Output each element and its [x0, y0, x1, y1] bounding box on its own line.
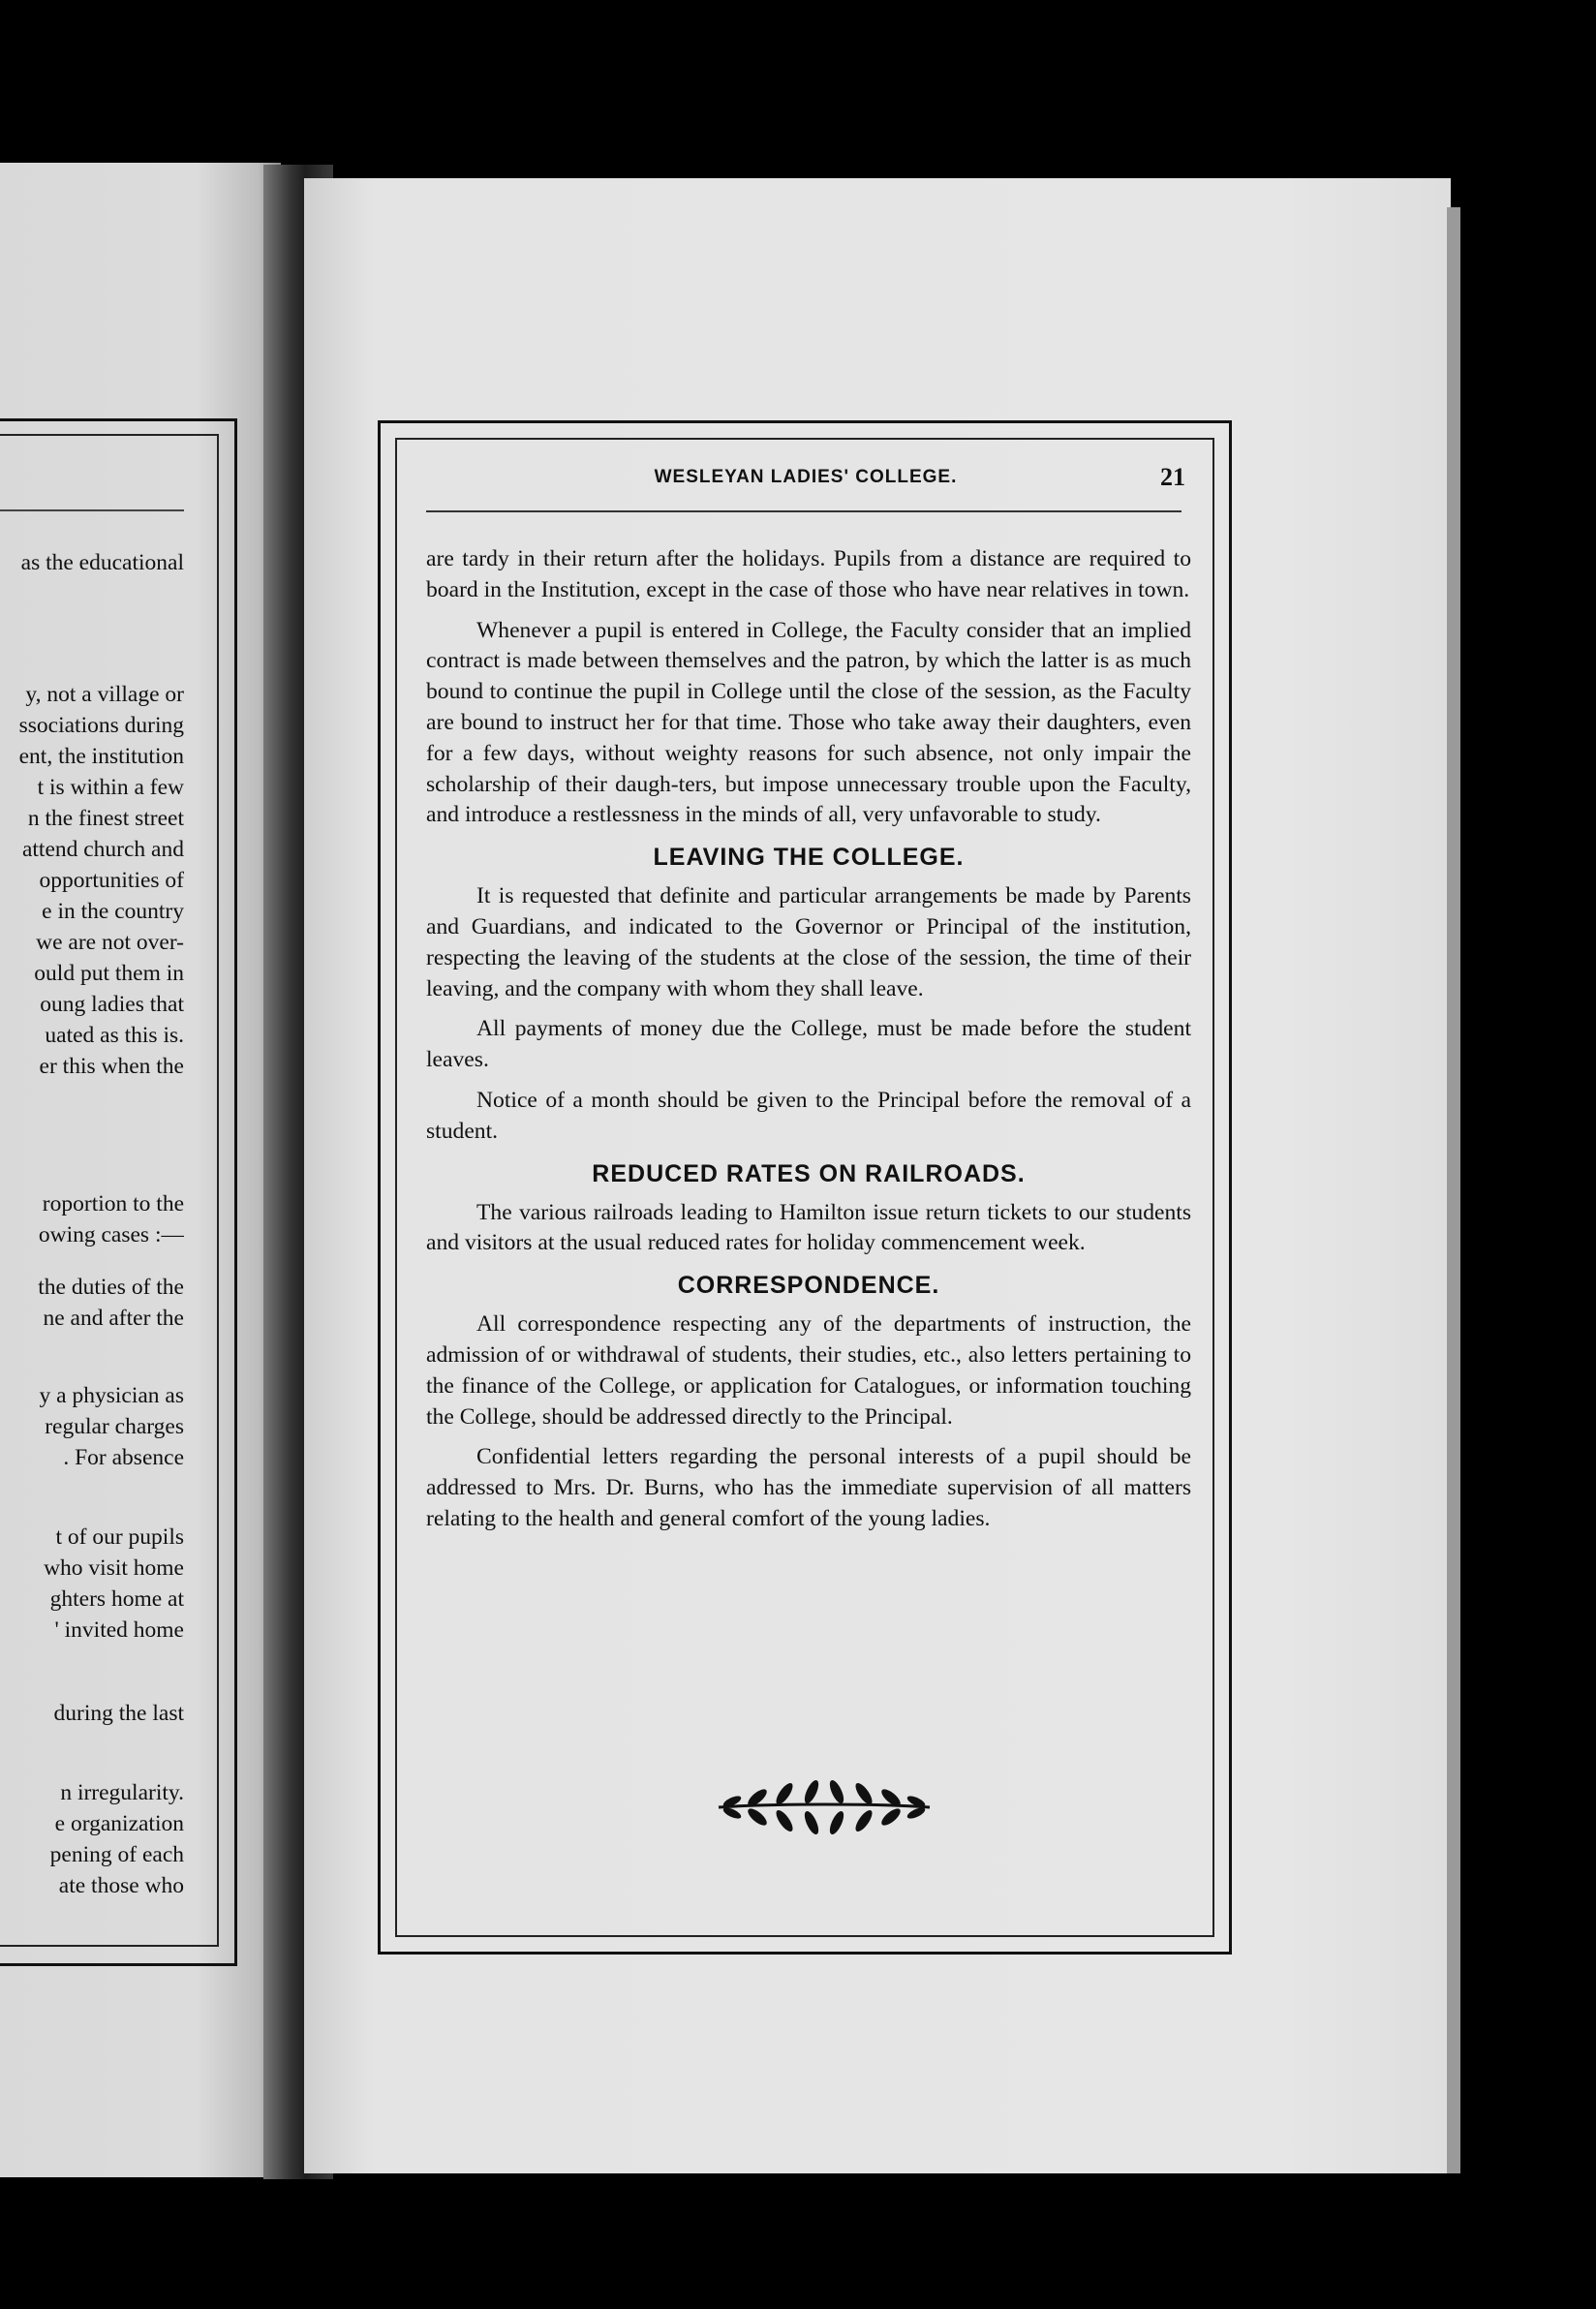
left-page-line: who visit home	[44, 1555, 184, 1581]
left-page-line: er this when the	[39, 1054, 184, 1079]
paragraph-confidential: Confidential letters regarding the personal interests of a pupil should be addressed to Mrs. Dr. Burns, who has the immediate supervision of all matters relating to the health and general comfort of the young ladies.	[426, 1444, 1191, 1531]
paragraph-payments: All payments of money due the College, must be made before the student leaves.	[426, 1016, 1191, 1073]
left-page-line: ghters home at	[49, 1586, 184, 1612]
running-title: WESLEYAN LADIES' COLLEGE.	[654, 467, 958, 487]
left-page-line: y a physician as	[39, 1383, 184, 1408]
left-page-line: oung ladies that	[40, 992, 184, 1017]
paragraph-correspondence: All correspondence respecting any of the departments of instruction, the admission of or withdrawal of students, their studies, etc., also letters pertaining to the finance of the College, or application for Catalogues, or information touching the College, should be addressed directly to the Principal.	[426, 1311, 1191, 1430]
header-rule	[426, 510, 1182, 512]
left-page-line: opportunities of	[39, 868, 184, 893]
heading-reduced-rates: REDUCED RATES ON RAILROADS.	[592, 1159, 1026, 1187]
left-page-line: we are not over-	[36, 930, 184, 955]
left-page-line: e organization	[54, 1811, 184, 1836]
left-page-line: . For absence	[63, 1445, 184, 1470]
running-head	[426, 463, 1185, 492]
left-page-header-rule	[0, 509, 184, 511]
left-page-line: regular charges	[45, 1414, 184, 1439]
paragraph-notice: Notice of a month should be given to the Principal before the removal of a student.	[426, 1087, 1191, 1144]
left-page-line: pening of each	[49, 1842, 184, 1867]
paragraph-continuation: are tardy in their return after the holidays. Pupils from a distance are required to board in the Institution, except in the case of those who have near relatives in town.	[426, 546, 1191, 602]
left-page-line: t is within a few	[37, 775, 184, 800]
leaf-sprig-ornament-icon	[715, 1778, 934, 1836]
left-page-line: owing cases :—	[38, 1222, 184, 1247]
left-page-line: n the finest street	[27, 806, 184, 831]
paragraph-railroads: The various railroads leading to Hamilton issue return tickets to our students and visitors at the usual reduced rates for holiday commencement week.	[426, 1199, 1191, 1256]
left-page-line: ate those who	[58, 1873, 184, 1898]
left-page-line: ssociations during	[18, 713, 184, 738]
left-page-line: t of our pupils	[55, 1524, 184, 1550]
heading-correspondence: CORRESPONDENCE.	[677, 1272, 940, 1300]
left-page-line: y, not a village or	[25, 682, 184, 707]
left-page-line: e in the country	[42, 899, 184, 924]
left-page-line: the duties of the	[38, 1275, 184, 1300]
left-page-line: uated as this is.	[45, 1023, 184, 1048]
left-page-line: roportion to the	[42, 1191, 184, 1216]
left-page-line: ould put them in	[34, 961, 184, 986]
left-page-line: ' invited home	[54, 1617, 184, 1643]
page-body	[426, 544, 1191, 1545]
left-page-line: during the last	[53, 1701, 184, 1726]
left-page-line: as the educational	[20, 550, 184, 575]
heading-leaving-the-college: LEAVING THE COLLEGE.	[653, 844, 965, 872]
left-page-line: attend church and	[21, 837, 184, 862]
left-page-line: ent, the institution	[18, 744, 184, 769]
paragraph-arrangements: It is requested that definite and particular arrangements be made by Parents and Guardians, and indicated to the Governor or Principal of the institution, respecting the leaving of the students at the close of the session, the time of their leaving, and the company with whom they shall leave.	[426, 883, 1191, 1001]
paragraph-implied-contract: Whenever a pupil is entered in College, the Faculty consider that an implied contract is made between themselves and the patron, by which the latter is as much bound to continue the pupil in College until the close of the session, as the Faculty are bound to instruct her for that time. Those who take away their daughters, even for a few days, without weighty reasons for such absence, not only impair the scholarship of their daugh-ters, but impose unnecessary trouble upon the Faculty, and introduce a restlessness in the minds of all, very unfavorable to study.	[426, 617, 1191, 828]
left-page-line: n irregularity.	[60, 1780, 184, 1805]
left-page-line: ne and after the	[43, 1306, 184, 1331]
page-number: 21	[1160, 463, 1185, 491]
right-page-edge	[1447, 207, 1460, 2173]
